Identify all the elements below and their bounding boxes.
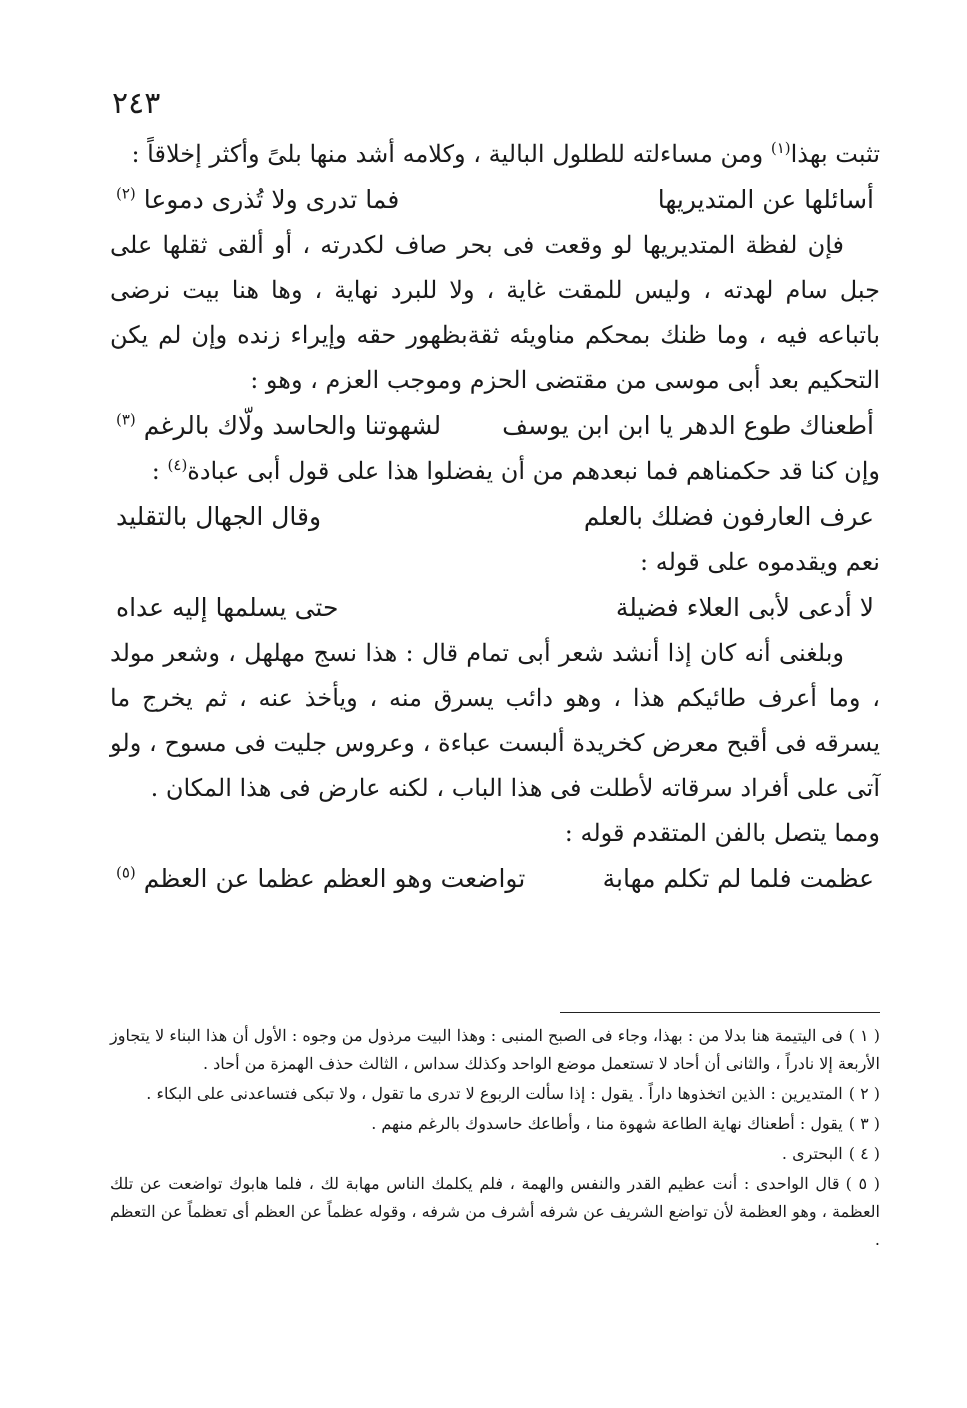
footnote-ref-1: (١) bbox=[770, 139, 791, 157]
footnote-text: يقول : أطعناك نهاية الطاعة شهوة منا ، وأطاعك حاسدوك بالرغم منهم . bbox=[371, 1114, 843, 1133]
paragraph-3: وإن كنا قد حكمناهم فما نبعدهم من أن يفضلوا هذا على قول أبى عبادة$^{(٤)}$ : bbox=[151, 456, 880, 485]
paragraph-5: وبلغنى أنه كان إذا أنشد شعر أبى تمام قال : هذا نسج مهلهل ، وشعر مولد ، وما أعرف طائيكم هذا ، وهو دائب يسرق منه ، ويأخذ عنه ، ثم يخرج ما يسرقه فى أقبح معرض كخريدة ألبست عباءة ، وعروس جليت فى مسوح ، ولو آتى على أفراد سرقاته لأطلت فى هذا الباب ، لكنه عارض فى هذا المكان . bbox=[110, 639, 880, 802]
verse-4 bbox=[110, 585, 880, 631]
paragraph-1: تثبت بهذا$^{(١)}$ ومن مساءلته للطلول البالية ، وكلامه أشد منها بلىً وأكثر إخلاقاً : bbox=[131, 139, 880, 168]
verse-3 bbox=[110, 494, 880, 540]
paragraph-2: فإن لفظة المتديريها لو وقعت فى بحر صاف لكدرته ، أو ألقى ثقلها على جبل سام لهدته ، وليس للمقت غاية ، ولا للبرد نهاية ، وها هنا بيت نرضى باتباعه فيه ، وما ظنك بمحكم مناويئه ثقةبظهور حقه وإيراء زنده وإن لم يكن التحكيم بعد أبى موسى من مقتضى الحزم وموجب العزم ، وهو : bbox=[110, 231, 880, 394]
footnote-4 bbox=[110, 1140, 880, 1168]
footnote-ref-3: (٣) bbox=[116, 410, 136, 429]
verse-2 bbox=[110, 403, 880, 449]
verse-4-second-hemistich: حتى يسلمها إليه عداه bbox=[116, 593, 339, 622]
footnote-number: ( ١ ) bbox=[848, 1026, 880, 1045]
footnote-number: ( ٥ ) bbox=[845, 1174, 881, 1193]
verse-5-second-hemistich: تواضعت وهو العظم عظما عن العظم $^{(٥)}$ bbox=[116, 863, 526, 893]
verse-3-second-hemistich: وقال الجهال بالتقليد bbox=[116, 502, 322, 531]
verse-2-first-hemistich: أطعناك طوع الدهر يا ابن ابن يوسف bbox=[502, 411, 874, 440]
footnote-text: قال الواحدى : أنت عظيم القدر والنفس والهمة ، فلم يكلمك الناس مهابة لك ، فلما هابوك تواضعت عن تلك العظمة ، وهو العظمة لأن تواضع الشريف عن شرفه أشرف من شرفه ، وقوله عظماً عن العظم أى تعظماً عن التعظم . bbox=[110, 1174, 881, 1249]
footnote-text: البحترى . bbox=[781, 1144, 843, 1163]
verse-1-second-hemistich: فما تدرى ولا تُذرى دموعا $^{(٢)}$ bbox=[116, 184, 400, 214]
footnote-separator bbox=[560, 1012, 880, 1013]
verse-5-first-hemistich: عظمت فلما لم تكلم مهابة bbox=[602, 864, 874, 893]
footnotes bbox=[110, 1022, 880, 1256]
footnote-2 bbox=[110, 1080, 880, 1108]
footnote-number: ( ٢ ) bbox=[848, 1084, 880, 1103]
main-text bbox=[110, 132, 880, 902]
paragraph-4: نعم ويقدموه على قوله : bbox=[640, 548, 880, 576]
footnote-ref-5: (٥) bbox=[116, 863, 136, 882]
footnote-3 bbox=[110, 1110, 880, 1138]
footnote-ref-4: (٤) bbox=[167, 456, 188, 474]
footnote-ref-2: (٢) bbox=[116, 184, 136, 203]
footnote-text: المتديرين : الذين اتخذوها داراً . يقول : إذا سألت الربوع لا تدرى ما تقول ، ولا تبكى فتساعدنى على البكاء . bbox=[146, 1084, 843, 1103]
footnote-number: ( ٤ ) bbox=[848, 1144, 880, 1163]
paragraph-6: ومما يتصل بالفن المتقدم قوله : bbox=[564, 819, 880, 847]
page-number: ٢٤٣ bbox=[112, 86, 161, 121]
verse-1-first-hemistich: أسائلها عن المتديريها bbox=[657, 185, 874, 214]
verse-5 bbox=[110, 856, 880, 902]
footnote-1 bbox=[110, 1022, 880, 1078]
verse-1 bbox=[110, 177, 880, 223]
footnote-5 bbox=[110, 1170, 880, 1254]
footnote-number: ( ٣ ) bbox=[848, 1114, 880, 1133]
footnote-text: فى اليتيمة هنا بدلا من : بهذا، وجاء فى الصبح المنبى : وهذا البيت مرذول من وجوه : الأول أن هذا البناء لا يتجاوز الأربعة إلا نادراً ، والثانى أن أحاد لا تستعمل موضع الواحد وكذلك سداس ، الثالث حذف الهمزة من أحاد . bbox=[110, 1026, 880, 1073]
verse-3-first-hemistich: عرف العارفون فضلك بالعلم bbox=[583, 502, 874, 531]
verse-4-first-hemistich: لا أدعى لأبى العلاء فضيلة bbox=[615, 593, 874, 622]
verse-2-second-hemistich: لشهوتنا والحاسد ولّاك بالرغم $^{(٣)}$ bbox=[116, 410, 442, 440]
